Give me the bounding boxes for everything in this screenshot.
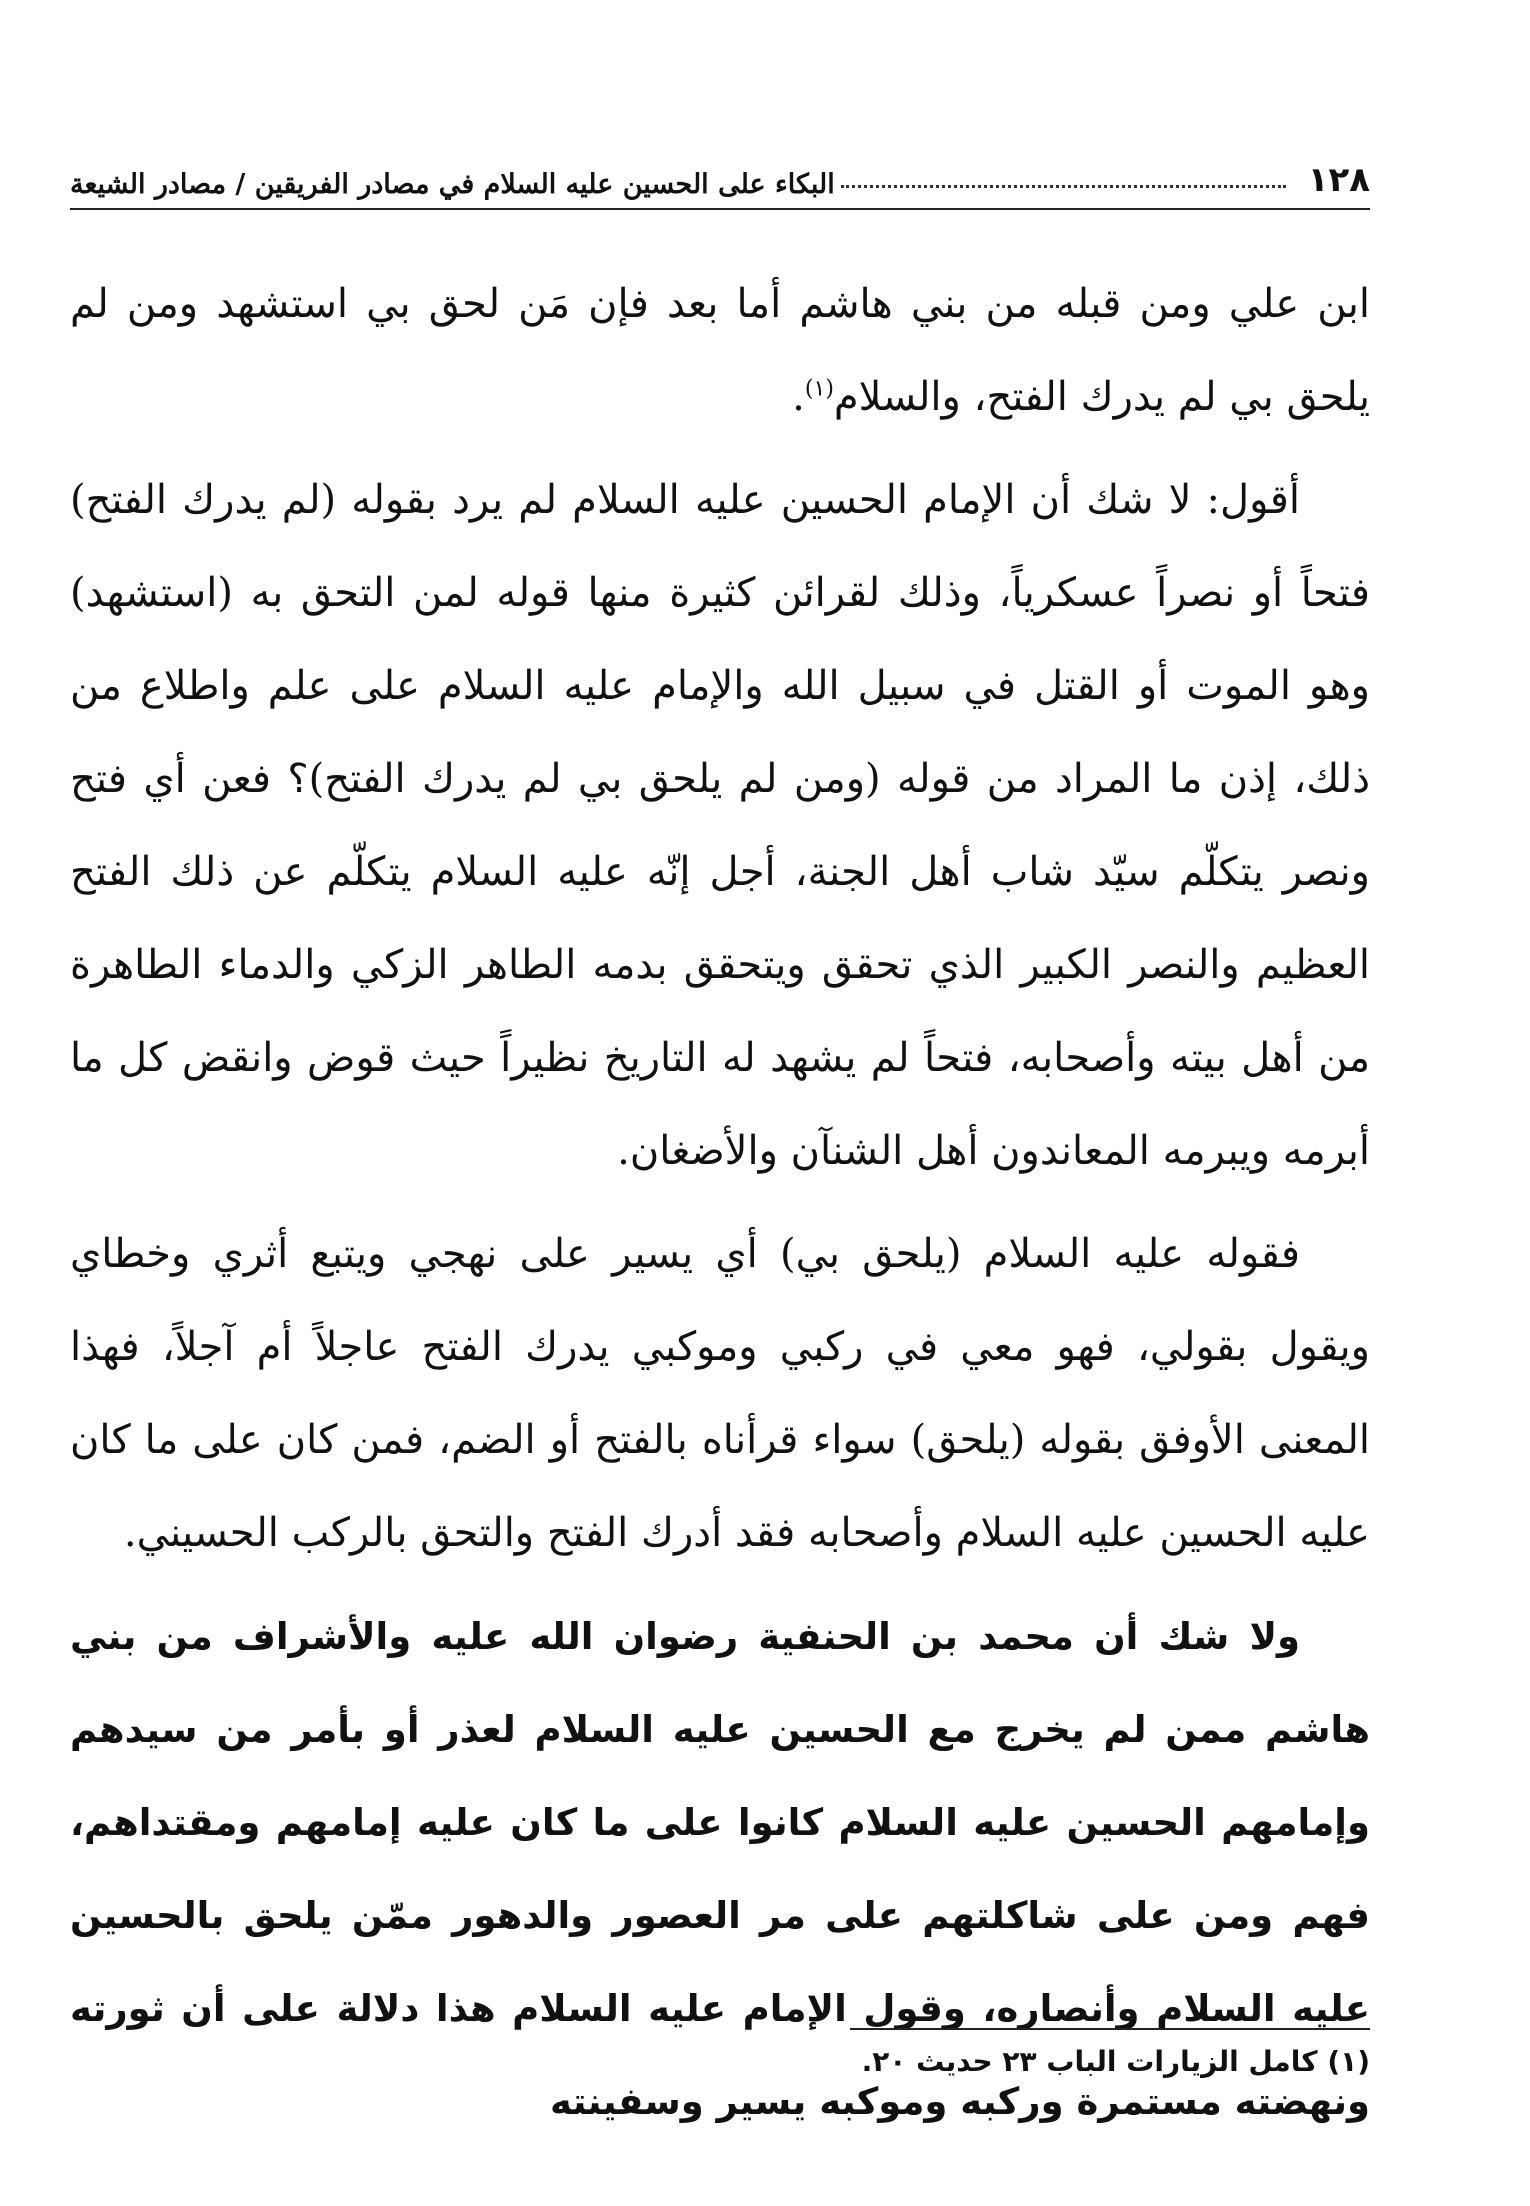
paragraph-2: أقول: لا شك أن الإمام الحسين عليه السلام لم يرد بقوله (لم يدرك الفتح) فتحاً أو نصراً عسكرياً، وذلك لقرائن كثيرة منها قوله لمن التحق به (استشهد) وهو الموت أو القتل في سبيل الله والإمام عليه السلام على علم واطلاع من ذلك، إذن ما المراد من قوله (ومن لم يلحق بي لم يدرك الفتح)؟ فعن أي فتح ونصر يتكلّم سيّد شاب أهل الجنة، أجل إنّه عليه السلام يتكلّم عن ذلك الفتح العظيم والنصر الكبير الذي تحقق ويتحقق بدمه الطاهر الزكي والدماء الطاهرة من أهل بيته وأصحابه، فتحاً لم يشهد له التاريخ نظيراً حيث قوض وانقض كل ما أبرمه ويبرمه المعاندون أهل الشنآن والأضغان.: [70, 477, 1370, 1174]
footnote-divider: [850, 2028, 1370, 2030]
book-page: [70, 0, 1370, 2206]
page-number: ١٢٨: [1307, 160, 1370, 200]
footnote: (١) كامل الزيارات الباب ٢٣ حديث ٢٠.: [861, 2045, 1370, 2078]
paragraph-1-end: .: [792, 374, 805, 420]
paragraph-4: ولا شك أن محمد بن الحنفية رضوان الله عليه والأشراف من بني هاشم ممن لم يخرج مع الحسين عليه السلام لعذر أو بأمر من سيدهم وإمامهم الحسين عليه السلام كانوا على ما كان عليه إمامهم ومقتداهم، فهم ومن على شاكلتهم على مر العصور والدهور ممّن يلحق بالحسين عليه السلام وأنصاره، وقول الإمام عليه السلام هذا دلالة على أن ثورته ونهضته مستمرة وركبه وموكبه يسير وسفينته: [70, 1615, 1370, 2123]
paragraph-1-text: ابن علي ومن قبله من بني هاشم أما بعد فإن مَن لحق بي استشهد ومن لم يلحق بي لم يدرك الفتح، والسلام: [70, 281, 1370, 420]
paragraph-1: [70, 258, 1370, 444]
header-dot-leader: [841, 185, 1286, 188]
page-body: [70, 258, 1370, 2158]
footnote-reference: (١): [804, 376, 834, 402]
running-header: [70, 150, 1370, 210]
running-header-title: البكاء على الحسين عليه السلام في مصادر الفريقين / مصادر الشيعة: [70, 169, 835, 200]
paragraph-3: فقوله عليه السلام (يلحق بي) أي يسير على نهجي ويتبع أثري وخطاي ويقول بقولي، فهو معي في ركبي وموكبي يدرك الفتح عاجلاً أم آجلاً، فهذا المعنى الأوفق بقوله (يلحق) سواء قرأناه بالفتح أو الضم، فمن كان على ما كان عليه الحسين عليه السلام وأصحابه فقد أدرك الفتح والتحق بالركب الحسيني.: [70, 1231, 1371, 1556]
